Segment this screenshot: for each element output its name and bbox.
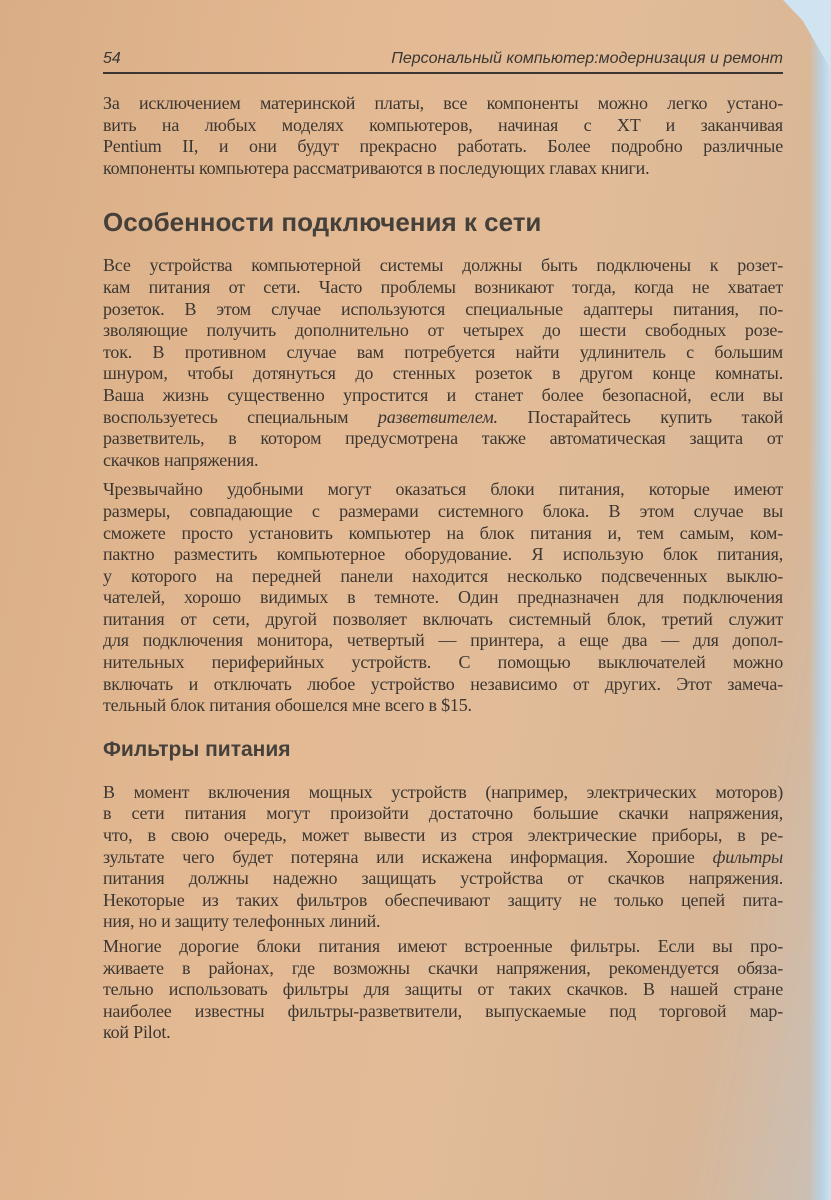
text-line: [103, 158, 783, 180]
text-segment: питания от сети, другой позволяет включать системный блок, третий служит: [103, 608, 783, 629]
text-segment: у которого на передней панели находится несколько подсвеченных выклю-: [103, 565, 783, 586]
text-line: [103, 958, 783, 980]
text-line: [103, 587, 783, 609]
text-line: [103, 428, 783, 450]
text-segment: ния, но и защиту телефонных линий.: [103, 911, 381, 932]
text-line: [103, 652, 783, 674]
text-segment: живаете в районах, где возможны скачки напряжения, рекомендуется обяза-: [103, 957, 783, 978]
text-segment: Все устройства компьютерной системы должны быть подключены к розет-: [103, 255, 783, 276]
emphasis-term: разветвителем.: [377, 406, 498, 427]
text-segment: шнуром, чтобы дотянуться до стенных розеток в другом конце комнаты.: [103, 363, 783, 384]
text-segment: Ваша жизнь существенно упростится и станет более безопасной, если вы: [103, 384, 783, 405]
text-segment: В момент включения мощных устройств (например, электрических моторов): [103, 781, 783, 802]
text-segment: вить на любых моделях компьютеров, начиная с XT и заканчивая: [103, 114, 783, 135]
book-title: Персональный компьютер:модернизация и ремонт: [391, 50, 783, 67]
text-line: [103, 630, 783, 652]
text-line: [103, 847, 783, 869]
emphasis-term: фильтры: [712, 846, 783, 867]
text-segment: розеток. В этом случае используются специальные адаптеры питания, по-: [103, 298, 783, 319]
text-line: [103, 255, 783, 277]
text-line: [103, 501, 783, 523]
text-line: [103, 566, 783, 588]
text-line: [103, 136, 783, 158]
section-heading: Особенности подключения к сети: [103, 207, 542, 238]
text-line: [103, 695, 783, 717]
text-line: [103, 890, 783, 912]
paragraph: [103, 93, 783, 179]
page-body: [103, 93, 783, 1044]
text-segment: кой Pilot.: [103, 1022, 171, 1043]
subsection-heading: Фильтры питания: [103, 737, 291, 761]
text-line: [103, 320, 783, 342]
text-line: [103, 407, 783, 429]
text-segment: нительных периферийных устройств. С помощью выключателей можно: [103, 652, 783, 673]
text-segment: тельно использовать фильтры для защиты от таких скачков. В нашей стране: [103, 979, 783, 1000]
text-line: [103, 299, 783, 321]
text-line: [103, 911, 783, 933]
text-segment: разветвитель, в котором предусмотрена также автоматическая защита от: [103, 428, 783, 449]
text-segment: Многие дорогие блоки питания имеют встроенные фильтры. Если вы про-: [103, 936, 783, 956]
text-line: [103, 979, 783, 1001]
heading-block: [103, 207, 783, 237]
page-number: 54: [103, 50, 121, 67]
text-segment: компоненты компьютера рассматриваются в последующих главах книги.: [103, 157, 650, 178]
text-line: [103, 385, 783, 407]
text-segment: Чрезвычайно удобными могут оказаться блоки питания, которые имеют: [103, 479, 783, 500]
text-line: [103, 609, 783, 631]
text-segment: включать и отключать любое устройство независимо от других. Этот замеча-: [103, 673, 783, 694]
text-segment: сможете просто установить компьютер на блок питания и, тем самым, ком-: [103, 522, 783, 543]
text-segment: наиболее известны фильтры-разветвители, выпускаемые под торговой мар-: [103, 1000, 783, 1021]
paragraph: [103, 255, 783, 471]
text-segment: Pentium II, и они будут прекрасно работать. Более подробно различные: [103, 136, 783, 157]
heading-block: [103, 737, 783, 762]
page-edge: [809, 0, 831, 1200]
text-line: [103, 674, 783, 696]
text-segment: тельный блок питания обошелся мне всего в $15.: [103, 695, 472, 716]
text-segment: в сети питания могут произойти достаточно большие скачки напряжения,: [103, 803, 783, 824]
text-segment: скачков напряжения.: [103, 449, 259, 470]
text-segment: чателей, хорошо видимых в темноте. Один предназначен для подключения: [103, 587, 783, 608]
text-segment: размеры, совпадающие с размерами системного блока. В этом случае вы: [103, 500, 783, 521]
text-line: [103, 936, 783, 958]
text-line: [103, 803, 783, 825]
text-line: [103, 1022, 783, 1044]
paragraph: [103, 936, 783, 1044]
text-segment: Постарайтесь купить такой: [497, 406, 783, 427]
text-segment: Некоторые из таких фильтров обеспечивают защиту не только цепей пита-: [103, 889, 783, 910]
text-line: [103, 277, 783, 299]
text-line: [103, 93, 783, 115]
text-segment: питания должны надежно защищать устройства от скачков напряжения.: [103, 868, 783, 889]
text-line: [103, 544, 783, 566]
paragraph: [103, 479, 783, 717]
text-segment: кам питания от сети. Часто проблемы возникают тогда, когда не хватает: [103, 276, 783, 297]
text-segment: для подключения монитора, четвертый — принтера, а еще два — для допол-: [103, 630, 783, 651]
text-segment: зультате чего будет потеряна или искажена информация. Хорошие: [103, 846, 713, 867]
text-segment: зволяющие получить дополнительно от четырех до шести свободных розе-: [103, 320, 783, 341]
text-segment: ток. В противном случае вам потребуется найти удлинитель с большим: [103, 341, 783, 362]
text-segment: воспользуетесь специальным: [103, 406, 378, 427]
text-segment: что, в свою очередь, может вывести из строя электрические приборы, в ре-: [103, 825, 783, 846]
text-segment: пактно разместить компьютерное оборудование. Я использую блок питания,: [103, 544, 783, 565]
running-header: [103, 48, 783, 74]
text-line: [103, 868, 783, 890]
text-line: [103, 782, 783, 804]
text-line: [103, 1001, 783, 1023]
text-line: [103, 342, 783, 364]
text-line: [103, 363, 783, 385]
text-line: [103, 523, 783, 545]
text-line: [103, 115, 783, 137]
text-line: [103, 825, 783, 847]
text-line: [103, 450, 783, 472]
text-segment: За исключением материнской платы, все компоненты можно легко устано-: [103, 93, 783, 113]
paragraph: [103, 782, 783, 933]
text-line: [103, 479, 783, 501]
